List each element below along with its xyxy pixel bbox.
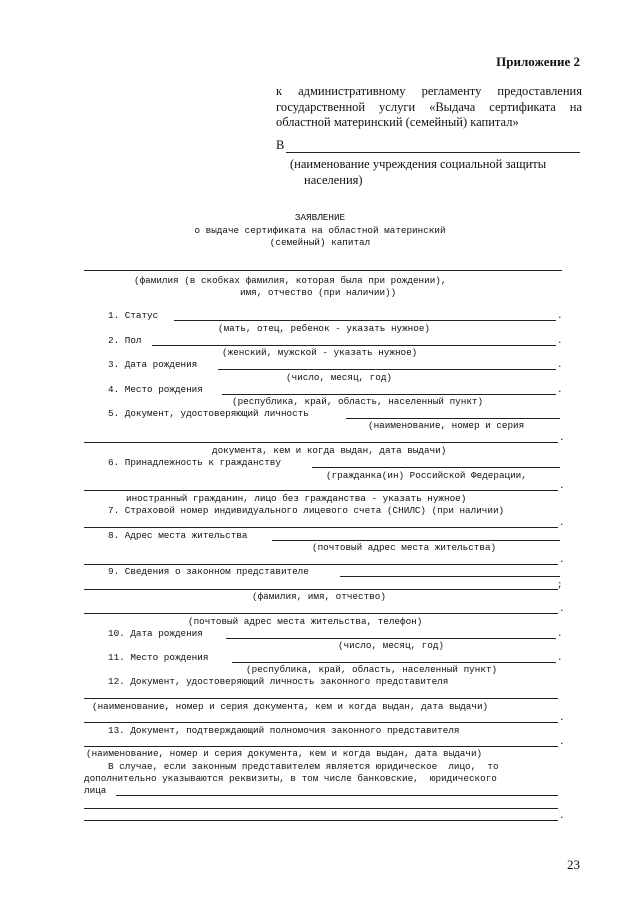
address-hint: (почтовый адрес места жительства): [312, 542, 497, 553]
representative-name-hint: (фамилия, имя, отчество): [252, 591, 386, 602]
legal-entity-field-2[interactable]: [84, 808, 558, 809]
closing-text-line: В случае, если законным представителем является юридическое лицо, то: [108, 761, 499, 772]
addressee-field[interactable]: [286, 152, 580, 153]
closing-text-line: дополнительно указываются реквизиты, в том числе банковские, юридического: [84, 773, 497, 784]
rep-id-document-field[interactable]: [84, 698, 558, 699]
birthplace-field[interactable]: [222, 394, 556, 395]
item-rep-birthplace-label: 11. Место рождения: [108, 652, 209, 663]
rep-birthplace-field[interactable]: [232, 662, 556, 663]
id-document-field[interactable]: [346, 418, 560, 419]
item-sex-label: 2. Пол: [108, 335, 142, 346]
item-snils-label: 7. Страховой номер индивидуального лицевого счета (СНИЛС) (при наличии): [108, 505, 505, 516]
item-birthplace-label: 4. Место рождения: [108, 384, 203, 395]
item-birthdate-label: 3. Дата рождения: [108, 359, 198, 370]
status-hint: (мать, отец, ребенок - указать нужное): [218, 323, 431, 334]
page-number: 23: [567, 857, 580, 872]
item-address-label: 8. Адрес места жительства: [108, 530, 248, 541]
form-subtitle-line: о выдаче сертификата на областной материнский: [194, 225, 446, 236]
item-citizenship-label: 6. Принадлежность к гражданству: [108, 457, 281, 468]
birthplace-hint: (республика, край, область, населенный пункт): [232, 396, 484, 407]
rep-birthplace-hint: (республика, край, область, населенный пункт): [246, 664, 498, 675]
snils-field[interactable]: [84, 527, 558, 528]
sex-hint: (женский, мужской - указать нужное): [222, 347, 418, 358]
item-representative-label: 9. Сведения о законном представителе: [108, 566, 309, 577]
item-status-label: 1. Статус: [108, 310, 159, 321]
item-authority-document-label: 13. Документ, подтверждающий полномочия законного представителя: [108, 725, 460, 736]
rep-id-document-field-2[interactable]: [84, 722, 558, 723]
item-rep-id-document-label: 12. Документ, удостоверяющий личность законного представителя: [108, 676, 449, 687]
address-field[interactable]: [272, 540, 560, 541]
regulation-ref-line: к административному регламенту предоставления: [276, 84, 582, 98]
rep-id-document-hint: (наименование, номер и серия документа, кем и когда выдан, дата выдачи): [92, 701, 489, 712]
birthdate-field[interactable]: [218, 369, 556, 370]
rep-birthdate-field[interactable]: [226, 638, 556, 639]
addressee-caption: [290, 156, 546, 188]
closing-text-line: лица: [84, 785, 107, 796]
addressee-caption-line: (наименование учреждения социальной защиты: [290, 157, 547, 171]
regulation-ref-line: государственной услуги «Выдача сертификата на: [276, 99, 582, 114]
regulation-ref-line: областной материнский (семейный) капитал»: [276, 115, 519, 129]
regulation-reference: [276, 84, 582, 131]
applicant-name-caption: имя, отчество (при наличии)): [240, 287, 397, 298]
citizenship-hint: (гражданка(ин) Российской Федерации,: [326, 470, 527, 481]
representative-address-field[interactable]: [84, 613, 558, 614]
applicant-name-caption: (фамилия (в скобках фамилия, которая была при рождении),: [134, 275, 447, 286]
addressee-caption-line: населения): [304, 173, 363, 187]
representative-address-hint: (почтовый адрес места жительства, телефон): [188, 616, 423, 627]
citizenship-field[interactable]: [312, 467, 560, 468]
item-id-document-label: 5. Документ, удостоверяющий личность: [108, 408, 309, 419]
id-document-hint: документа, кем и когда выдан, дата выдачи): [212, 445, 447, 456]
rep-birthdate-hint: (число, месяц, год): [338, 640, 445, 651]
citizenship-field-2[interactable]: [84, 490, 558, 491]
address-field-2[interactable]: [84, 564, 558, 565]
citizenship-hint: иностранный гражданин, лицо без гражданства - указать нужное): [126, 493, 467, 504]
legal-entity-field-3[interactable]: [84, 820, 558, 821]
form-title: ЗАЯВЛЕНИЕ: [294, 212, 346, 223]
applicant-name-field[interactable]: [84, 270, 562, 271]
id-document-field-2[interactable]: [84, 442, 558, 443]
representative-field[interactable]: [340, 576, 560, 577]
status-field[interactable]: [174, 320, 556, 321]
sex-field[interactable]: [152, 345, 556, 346]
birthdate-hint: (число, месяц, год): [286, 372, 393, 383]
id-document-hint: (наименование, номер и серия: [368, 420, 525, 431]
form-subtitle-line: (семейный) капитал: [269, 237, 371, 248]
legal-entity-field[interactable]: [116, 795, 558, 796]
appendix-label: Приложение 2: [496, 54, 580, 69]
authority-document-field[interactable]: [84, 746, 558, 747]
representative-field-2[interactable]: [84, 589, 558, 590]
authority-document-hint: (наименование, номер и серия документа, кем и когда выдан, дата выдачи): [86, 748, 483, 759]
addressee-prefix: В: [276, 138, 285, 152]
item-rep-birthdate-label: 10. Дата рождения: [108, 628, 203, 639]
